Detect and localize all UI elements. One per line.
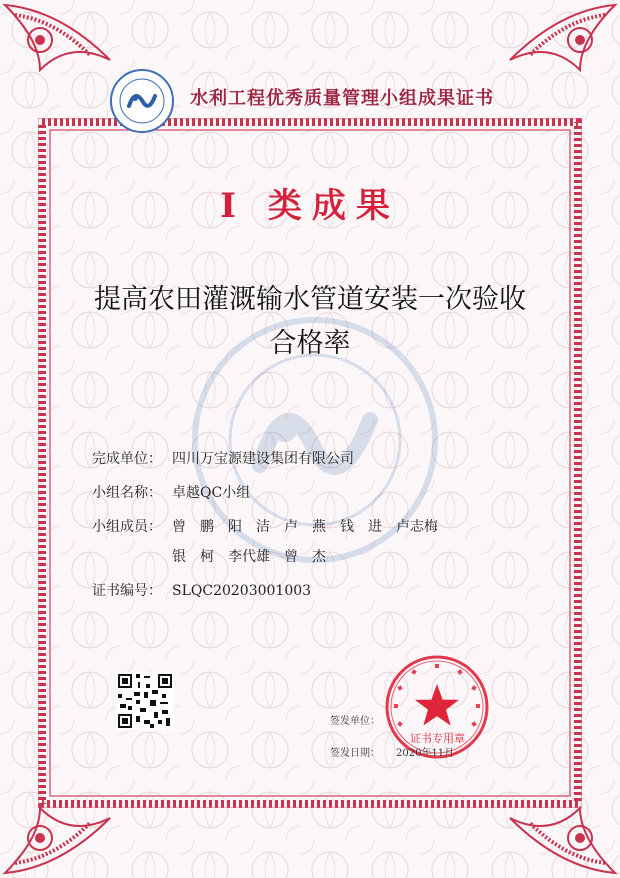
group-name-value: 卓越QC小组: [172, 485, 251, 501]
certificate-number-value: SLQC20203001003: [172, 583, 312, 599]
certificate-number-label: 证书编号：: [92, 583, 162, 599]
corner-ornament-bottom-right: [500, 758, 620, 878]
project-title: [60, 278, 560, 366]
members-line-2: 银 柯 李代雄 曾 杰: [172, 549, 326, 565]
members-list: [172, 516, 438, 566]
group-name-label: 小组名称：: [92, 485, 162, 501]
group-name-row: [92, 482, 250, 502]
project-title-line-2: 合格率: [269, 328, 351, 359]
project-title-line-1: 提高农田灌溉输水管道安装一次验收: [94, 284, 526, 315]
corner-ornament-top-left: [0, 0, 120, 120]
seal-subtext: 证书专用章: [410, 732, 465, 745]
completion-unit-value: 四川万宝源建设集团有限公司: [172, 451, 354, 467]
members-label: 小组成员：: [92, 519, 162, 535]
association-logo-icon: [109, 68, 175, 134]
certificate-header-title: 水利工程优秀质量管理小组成果证书: [190, 88, 494, 109]
award-grade: I 类成果: [220, 186, 400, 226]
certificate-number-row: [92, 580, 311, 600]
members-row: [92, 516, 552, 576]
issue-date-value: 2020年11月: [396, 748, 455, 759]
issuing-unit-label: 签发单位：: [330, 716, 380, 727]
completion-unit-label: 完成单位：: [92, 451, 162, 467]
qr-code-icon: [116, 672, 174, 730]
corner-ornament-bottom-left: [0, 758, 120, 878]
members-line-1: 曾 鹏 阳 洁 卢 燕 钱 进 卢志梅: [172, 519, 438, 535]
issue-date-label: 签发日期：: [330, 748, 380, 759]
completion-unit-row: [92, 448, 354, 468]
